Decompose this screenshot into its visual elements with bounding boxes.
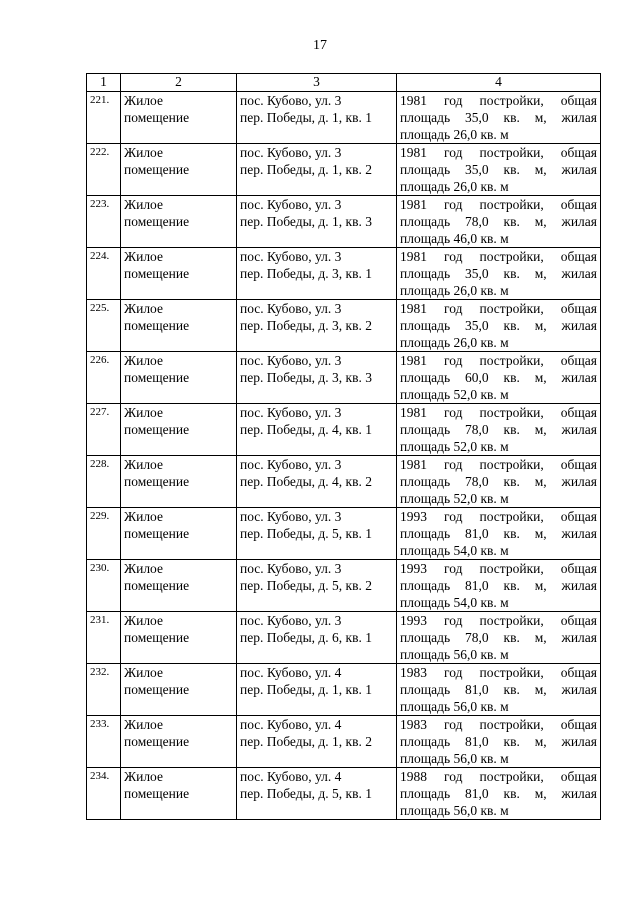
object-name-line: помещение bbox=[124, 578, 190, 593]
row-number: 224. bbox=[87, 248, 121, 300]
address-cell bbox=[237, 508, 397, 560]
description-line: площадь 26,0 кв. м bbox=[400, 127, 509, 142]
object-name-cell bbox=[121, 352, 237, 404]
description-line: площадь 52,0 кв. м bbox=[400, 387, 509, 402]
row-number: 226. bbox=[87, 352, 121, 404]
address-line: пер. Победы, д. 3, кв. 1 bbox=[240, 266, 372, 281]
column-header: 1 bbox=[87, 74, 121, 92]
table-row bbox=[87, 456, 601, 508]
address-cell bbox=[237, 248, 397, 300]
description-cell bbox=[397, 664, 601, 716]
table-row bbox=[87, 196, 601, 248]
description-line: площадь 54,0 кв. м bbox=[400, 543, 509, 558]
object-name-cell bbox=[121, 92, 237, 144]
description-line: 1983 год постройки, общая bbox=[400, 665, 597, 680]
object-name-cell bbox=[121, 560, 237, 612]
description-line: 1981 год постройки, общая bbox=[400, 197, 597, 212]
object-name-cell bbox=[121, 196, 237, 248]
row-number: 225. bbox=[87, 300, 121, 352]
table-row bbox=[87, 144, 601, 196]
row-number: 221. bbox=[87, 92, 121, 144]
description-line: площадь 35,0 кв. м, жилая bbox=[400, 162, 597, 177]
row-number: 233. bbox=[87, 716, 121, 768]
object-name-cell bbox=[121, 508, 237, 560]
property-table bbox=[86, 73, 601, 820]
address-cell bbox=[237, 716, 397, 768]
description-line: 1981 год постройки, общая bbox=[400, 249, 597, 264]
address-cell bbox=[237, 612, 397, 664]
description-line: площадь 81,0 кв. м, жилая bbox=[400, 682, 597, 697]
description-line: площадь 78,0 кв. м, жилая bbox=[400, 630, 597, 645]
address-line: пер. Победы, д. 4, кв. 2 bbox=[240, 474, 372, 489]
row-number: 228. bbox=[87, 456, 121, 508]
address-line: пер. Победы, д. 5, кв. 1 bbox=[240, 786, 372, 801]
description-line: площадь 52,0 кв. м bbox=[400, 439, 509, 454]
address-cell bbox=[237, 92, 397, 144]
object-name-line: Жилое bbox=[124, 769, 163, 784]
table-row bbox=[87, 508, 601, 560]
object-name-cell bbox=[121, 144, 237, 196]
description-line: площадь 46,0 кв. м bbox=[400, 231, 509, 246]
object-name-line: Жилое bbox=[124, 301, 163, 316]
address-line: пос. Кубово, ул. 3 bbox=[240, 561, 342, 576]
object-name-line: помещение bbox=[124, 526, 190, 541]
table-row bbox=[87, 92, 601, 144]
description-line: 1981 год постройки, общая bbox=[400, 93, 597, 108]
description-line: площадь 54,0 кв. м bbox=[400, 595, 509, 610]
table-row bbox=[87, 768, 601, 820]
address-line: пер. Победы, д. 4, кв. 1 bbox=[240, 422, 372, 437]
object-name-line: Жилое bbox=[124, 613, 163, 628]
object-name-line: помещение bbox=[124, 682, 190, 697]
row-number: 223. bbox=[87, 196, 121, 248]
object-name-line: помещение bbox=[124, 162, 190, 177]
description-line: площадь 56,0 кв. м bbox=[400, 751, 509, 766]
object-name-cell bbox=[121, 456, 237, 508]
description-line: 1981 год постройки, общая bbox=[400, 457, 597, 472]
description-line: площадь 60,0 кв. м, жилая bbox=[400, 370, 597, 385]
address-cell bbox=[237, 300, 397, 352]
address-line: пер. Победы, д. 1, кв. 1 bbox=[240, 110, 372, 125]
description-cell bbox=[397, 768, 601, 820]
object-name-cell bbox=[121, 716, 237, 768]
address-line: пос. Кубово, ул. 3 bbox=[240, 93, 342, 108]
address-line: пос. Кубово, ул. 3 bbox=[240, 613, 342, 628]
description-line: 1983 год постройки, общая bbox=[400, 717, 597, 732]
address-line: пер. Победы, д. 1, кв. 2 bbox=[240, 162, 372, 177]
row-number: 229. bbox=[87, 508, 121, 560]
address-line: пос. Кубово, ул. 3 bbox=[240, 509, 342, 524]
description-line: площадь 81,0 кв. м, жилая bbox=[400, 526, 597, 541]
description-cell bbox=[397, 352, 601, 404]
object-name-line: Жилое bbox=[124, 457, 163, 472]
object-name-cell bbox=[121, 664, 237, 716]
address-line: пер. Победы, д. 3, кв. 2 bbox=[240, 318, 372, 333]
description-line: 1981 год постройки, общая bbox=[400, 145, 597, 160]
address-line: пос. Кубово, ул. 3 bbox=[240, 457, 342, 472]
address-cell bbox=[237, 768, 397, 820]
address-line: пер. Победы, д. 1, кв. 3 bbox=[240, 214, 372, 229]
description-cell bbox=[397, 300, 601, 352]
description-cell bbox=[397, 404, 601, 456]
address-line: пос. Кубово, ул. 3 bbox=[240, 301, 342, 316]
description-line: площадь 81,0 кв. м, жилая bbox=[400, 734, 597, 749]
object-name-line: Жилое bbox=[124, 93, 163, 108]
object-name-line: помещение bbox=[124, 370, 190, 385]
description-line: площадь 81,0 кв. м, жилая bbox=[400, 786, 597, 801]
object-name-line: Жилое bbox=[124, 509, 163, 524]
description-line: площадь 78,0 кв. м, жилая bbox=[400, 214, 597, 229]
table-row bbox=[87, 560, 601, 612]
table-row bbox=[87, 352, 601, 404]
address-line: пос. Кубово, ул. 3 bbox=[240, 145, 342, 160]
object-name-line: помещение bbox=[124, 214, 190, 229]
address-line: пер. Победы, д. 3, кв. 3 bbox=[240, 370, 372, 385]
object-name-cell bbox=[121, 248, 237, 300]
column-header: 4 bbox=[397, 74, 601, 92]
column-header: 3 bbox=[237, 74, 397, 92]
object-name-line: помещение bbox=[124, 734, 190, 749]
address-line: пос. Кубово, ул. 3 bbox=[240, 405, 342, 420]
object-name-cell bbox=[121, 612, 237, 664]
description-line: площадь 26,0 кв. м bbox=[400, 179, 509, 194]
description-line: площадь 26,0 кв. м bbox=[400, 335, 509, 350]
table-row bbox=[87, 404, 601, 456]
object-name-line: Жилое bbox=[124, 665, 163, 680]
address-line: пос. Кубово, ул. 3 bbox=[240, 353, 342, 368]
description-line: площадь 35,0 кв. м, жилая bbox=[400, 318, 597, 333]
address-cell bbox=[237, 352, 397, 404]
address-line: пер. Победы, д. 1, кв. 2 bbox=[240, 734, 372, 749]
table-row bbox=[87, 300, 601, 352]
description-line: 1981 год постройки, общая bbox=[400, 405, 597, 420]
row-number: 234. bbox=[87, 768, 121, 820]
description-cell bbox=[397, 716, 601, 768]
table-row bbox=[87, 716, 601, 768]
address-line: пос. Кубово, ул. 4 bbox=[240, 665, 342, 680]
row-number: 231. bbox=[87, 612, 121, 664]
description-line: 1993 год постройки, общая bbox=[400, 509, 597, 524]
table-body bbox=[87, 92, 601, 820]
object-name-cell bbox=[121, 404, 237, 456]
description-cell bbox=[397, 456, 601, 508]
description-line: площадь 56,0 кв. м bbox=[400, 803, 509, 818]
description-line: площадь 56,0 кв. м bbox=[400, 699, 509, 714]
address-line: пер. Победы, д. 1, кв. 1 bbox=[240, 682, 372, 697]
object-name-line: Жилое bbox=[124, 353, 163, 368]
object-name-line: помещение bbox=[124, 318, 190, 333]
table-row bbox=[87, 664, 601, 716]
description-line: 1993 год постройки, общая bbox=[400, 613, 597, 628]
description-line: площадь 56,0 кв. м bbox=[400, 647, 509, 662]
table-row bbox=[87, 612, 601, 664]
description-line: площадь 35,0 кв. м, жилая bbox=[400, 266, 597, 281]
object-name-line: Жилое bbox=[124, 197, 163, 212]
address-line: пер. Победы, д. 6, кв. 1 bbox=[240, 630, 372, 645]
description-cell bbox=[397, 508, 601, 560]
address-cell bbox=[237, 664, 397, 716]
address-line: пос. Кубово, ул. 3 bbox=[240, 249, 342, 264]
description-line: 1993 год постройки, общая bbox=[400, 561, 597, 576]
description-line: 1988 год постройки, общая bbox=[400, 769, 597, 784]
address-line: пер. Победы, д. 5, кв. 2 bbox=[240, 578, 372, 593]
description-line: площадь 26,0 кв. м bbox=[400, 283, 509, 298]
description-line: 1981 год постройки, общая bbox=[400, 353, 597, 368]
row-number: 227. bbox=[87, 404, 121, 456]
description-line: площадь 35,0 кв. м, жилая bbox=[400, 110, 597, 125]
object-name-line: помещение bbox=[124, 422, 190, 437]
object-name-line: Жилое bbox=[124, 145, 163, 160]
description-cell bbox=[397, 92, 601, 144]
address-line: пос. Кубово, ул. 4 bbox=[240, 717, 342, 732]
address-line: пос. Кубово, ул. 3 bbox=[240, 197, 342, 212]
object-name-line: помещение bbox=[124, 110, 190, 125]
object-name-line: помещение bbox=[124, 786, 190, 801]
description-cell bbox=[397, 144, 601, 196]
address-line: пер. Победы, д. 5, кв. 1 bbox=[240, 526, 372, 541]
object-name-line: помещение bbox=[124, 474, 190, 489]
description-line: 1981 год постройки, общая bbox=[400, 301, 597, 316]
row-number: 230. bbox=[87, 560, 121, 612]
description-line: площадь 52,0 кв. м bbox=[400, 491, 509, 506]
address-line: пос. Кубово, ул. 4 bbox=[240, 769, 342, 784]
row-number: 222. bbox=[87, 144, 121, 196]
description-line: площадь 78,0 кв. м, жилая bbox=[400, 474, 597, 489]
address-cell bbox=[237, 196, 397, 248]
description-line: площадь 78,0 кв. м, жилая bbox=[400, 422, 597, 437]
column-header: 2 bbox=[121, 74, 237, 92]
table-header-row bbox=[87, 74, 601, 92]
description-cell bbox=[397, 612, 601, 664]
object-name-line: Жилое bbox=[124, 561, 163, 576]
address-cell bbox=[237, 560, 397, 612]
object-name-line: Жилое bbox=[124, 717, 163, 732]
address-cell bbox=[237, 404, 397, 456]
object-name-cell bbox=[121, 768, 237, 820]
page-number: 17 bbox=[313, 38, 327, 53]
row-number: 232. bbox=[87, 664, 121, 716]
description-cell bbox=[397, 560, 601, 612]
table-row bbox=[87, 248, 601, 300]
object-name-cell bbox=[121, 300, 237, 352]
address-cell bbox=[237, 144, 397, 196]
description-cell bbox=[397, 248, 601, 300]
object-name-line: Жилое bbox=[124, 405, 163, 420]
object-name-line: Жилое bbox=[124, 249, 163, 264]
description-line: площадь 81,0 кв. м, жилая bbox=[400, 578, 597, 593]
description-cell bbox=[397, 196, 601, 248]
object-name-line: помещение bbox=[124, 266, 190, 281]
object-name-line: помещение bbox=[124, 630, 190, 645]
address-cell bbox=[237, 456, 397, 508]
